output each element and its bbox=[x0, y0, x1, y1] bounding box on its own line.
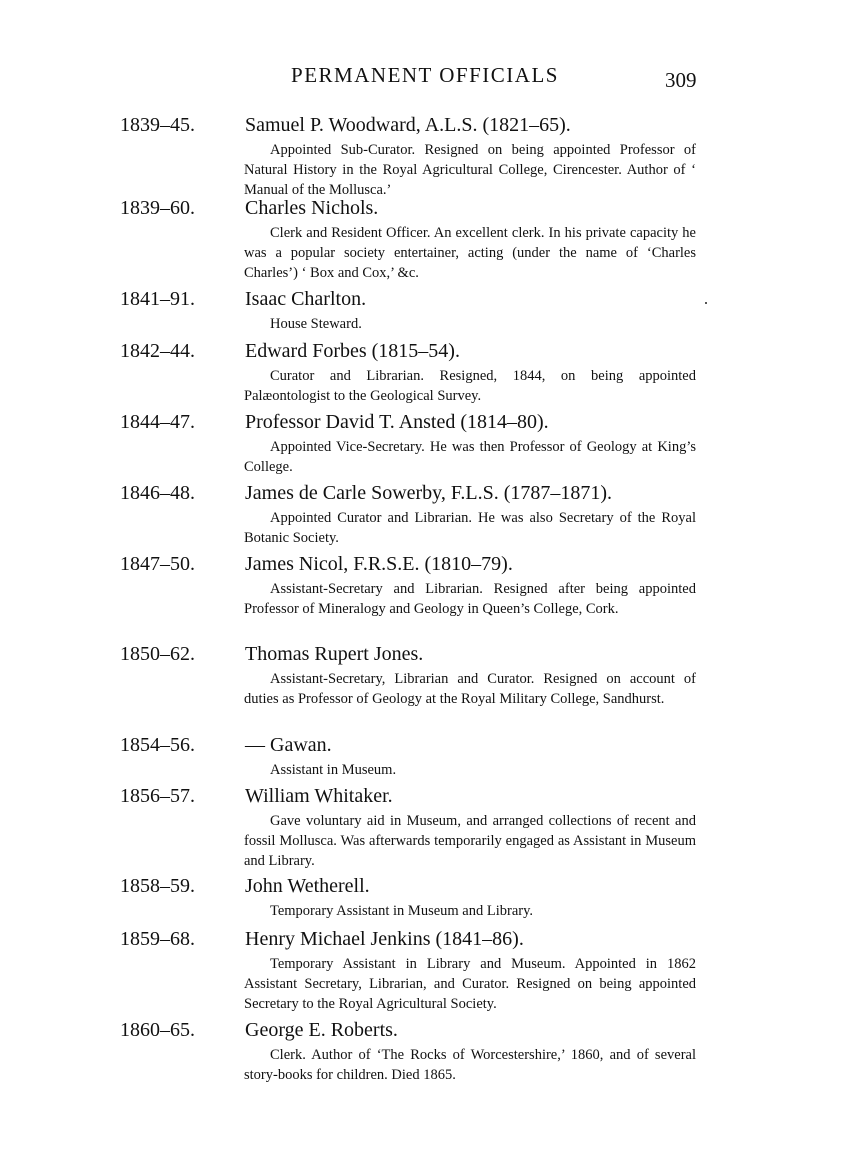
entry-description: Assistant-Secretary, Librarian and Curator. Resigned on account of duties as Professor of Geology at the Royal Military College, Sandhurst. bbox=[244, 671, 696, 707]
entry-description: Appointed Vice-Secretary. He was then Professor of Geology at King’s College. bbox=[244, 439, 696, 475]
entry-name: George E. Roberts. bbox=[245, 1019, 398, 1041]
running-header-title: PERMANENT OFFICIALS bbox=[291, 63, 559, 87]
entry-description: Appointed Curator and Librarian. He was also Secretary of the Royal Botanic Society. bbox=[244, 510, 696, 546]
scan-speck bbox=[705, 302, 707, 304]
entry-description: Clerk and Resident Officer. An excellent clerk. In his private capacity he was a popular society entertainer, acting (under the name of ‘Charles Charles’) ‘ Box and Cox,’ &c. bbox=[244, 225, 696, 281]
entry-name: James Nicol, F.R.S.E. (1810–79). bbox=[245, 553, 513, 575]
page-number: 309 bbox=[665, 68, 697, 92]
entry-years: 1858–59. bbox=[120, 875, 195, 897]
entry-description: Appointed Sub-Curator. Resigned on being appointed Professor of Natural History in the Royal Agricultural College, Cirencester. Author of ‘ Manual of the Mollusca.’ bbox=[244, 142, 696, 198]
entry-name: William Whitaker. bbox=[245, 785, 393, 807]
entry-years: 1850–62. bbox=[120, 643, 195, 665]
entry-years: 1856–57. bbox=[120, 785, 195, 807]
entry-years: 1842–44. bbox=[120, 340, 195, 362]
entry-name: Henry Michael Jenkins (1841–86). bbox=[245, 928, 524, 950]
entry-years: 1859–68. bbox=[120, 928, 195, 950]
entry-name: — Gawan. bbox=[245, 734, 332, 756]
entry-years: 1860–65. bbox=[120, 1019, 195, 1041]
entry-years: 1847–50. bbox=[120, 553, 195, 575]
entry-description: Curator and Librarian. Resigned, 1844, on being appointed Palæontologist to the Geological Survey. bbox=[244, 368, 696, 404]
entry-years: 1854–56. bbox=[120, 734, 195, 756]
entry-description: Assistant in Museum. bbox=[270, 762, 397, 778]
entry-description: Assistant-Secretary and Librarian. Resigned after being appointed Professor of Mineralogy and Geology in Queen’s College, Cork. bbox=[244, 581, 696, 617]
entry-name: Professor David T. Ansted (1814–80). bbox=[245, 411, 549, 433]
entry-years: 1839–45. bbox=[120, 114, 195, 136]
entry-description: House Steward. bbox=[270, 316, 362, 332]
entry-years: 1846–48. bbox=[120, 482, 195, 504]
entry-name: John Wetherell. bbox=[245, 875, 370, 897]
entry-description: Temporary Assistant in Museum and Library. bbox=[270, 903, 534, 919]
entry-years: 1839–60. bbox=[120, 197, 195, 219]
entry-name: Thomas Rupert Jones. bbox=[245, 643, 424, 665]
entry-name: Charles Nichols. bbox=[245, 197, 379, 219]
entry-name: James de Carle Sowerby, F.L.S. (1787–1871). bbox=[245, 482, 613, 504]
entry-years: 1844–47. bbox=[120, 411, 195, 433]
entry-name: Samuel P. Woodward, A.L.S. (1821–65). bbox=[245, 114, 571, 136]
entry-name: Isaac Charlton. bbox=[245, 288, 367, 310]
entry-description: Gave voluntary aid in Museum, and arranged collections of recent and fossil Mollusca. Was afterwards temporarily engaged as Assistant in Museum and Library. bbox=[244, 813, 696, 869]
entry-description: Clerk. Author of ‘The Rocks of Worcestershire,’ 1860, and of several story-books for children. Died 1865. bbox=[244, 1047, 696, 1083]
entry-description: Temporary Assistant in Library and Museum. Appointed in 1862 Assistant Secretary, Librarian, and Curator. Resigned on being appointed Secretary to the Royal Agricultural Society. bbox=[244, 956, 696, 1012]
entry-name: Edward Forbes (1815–54). bbox=[245, 340, 460, 362]
entry-years: 1841–91. bbox=[120, 288, 195, 310]
